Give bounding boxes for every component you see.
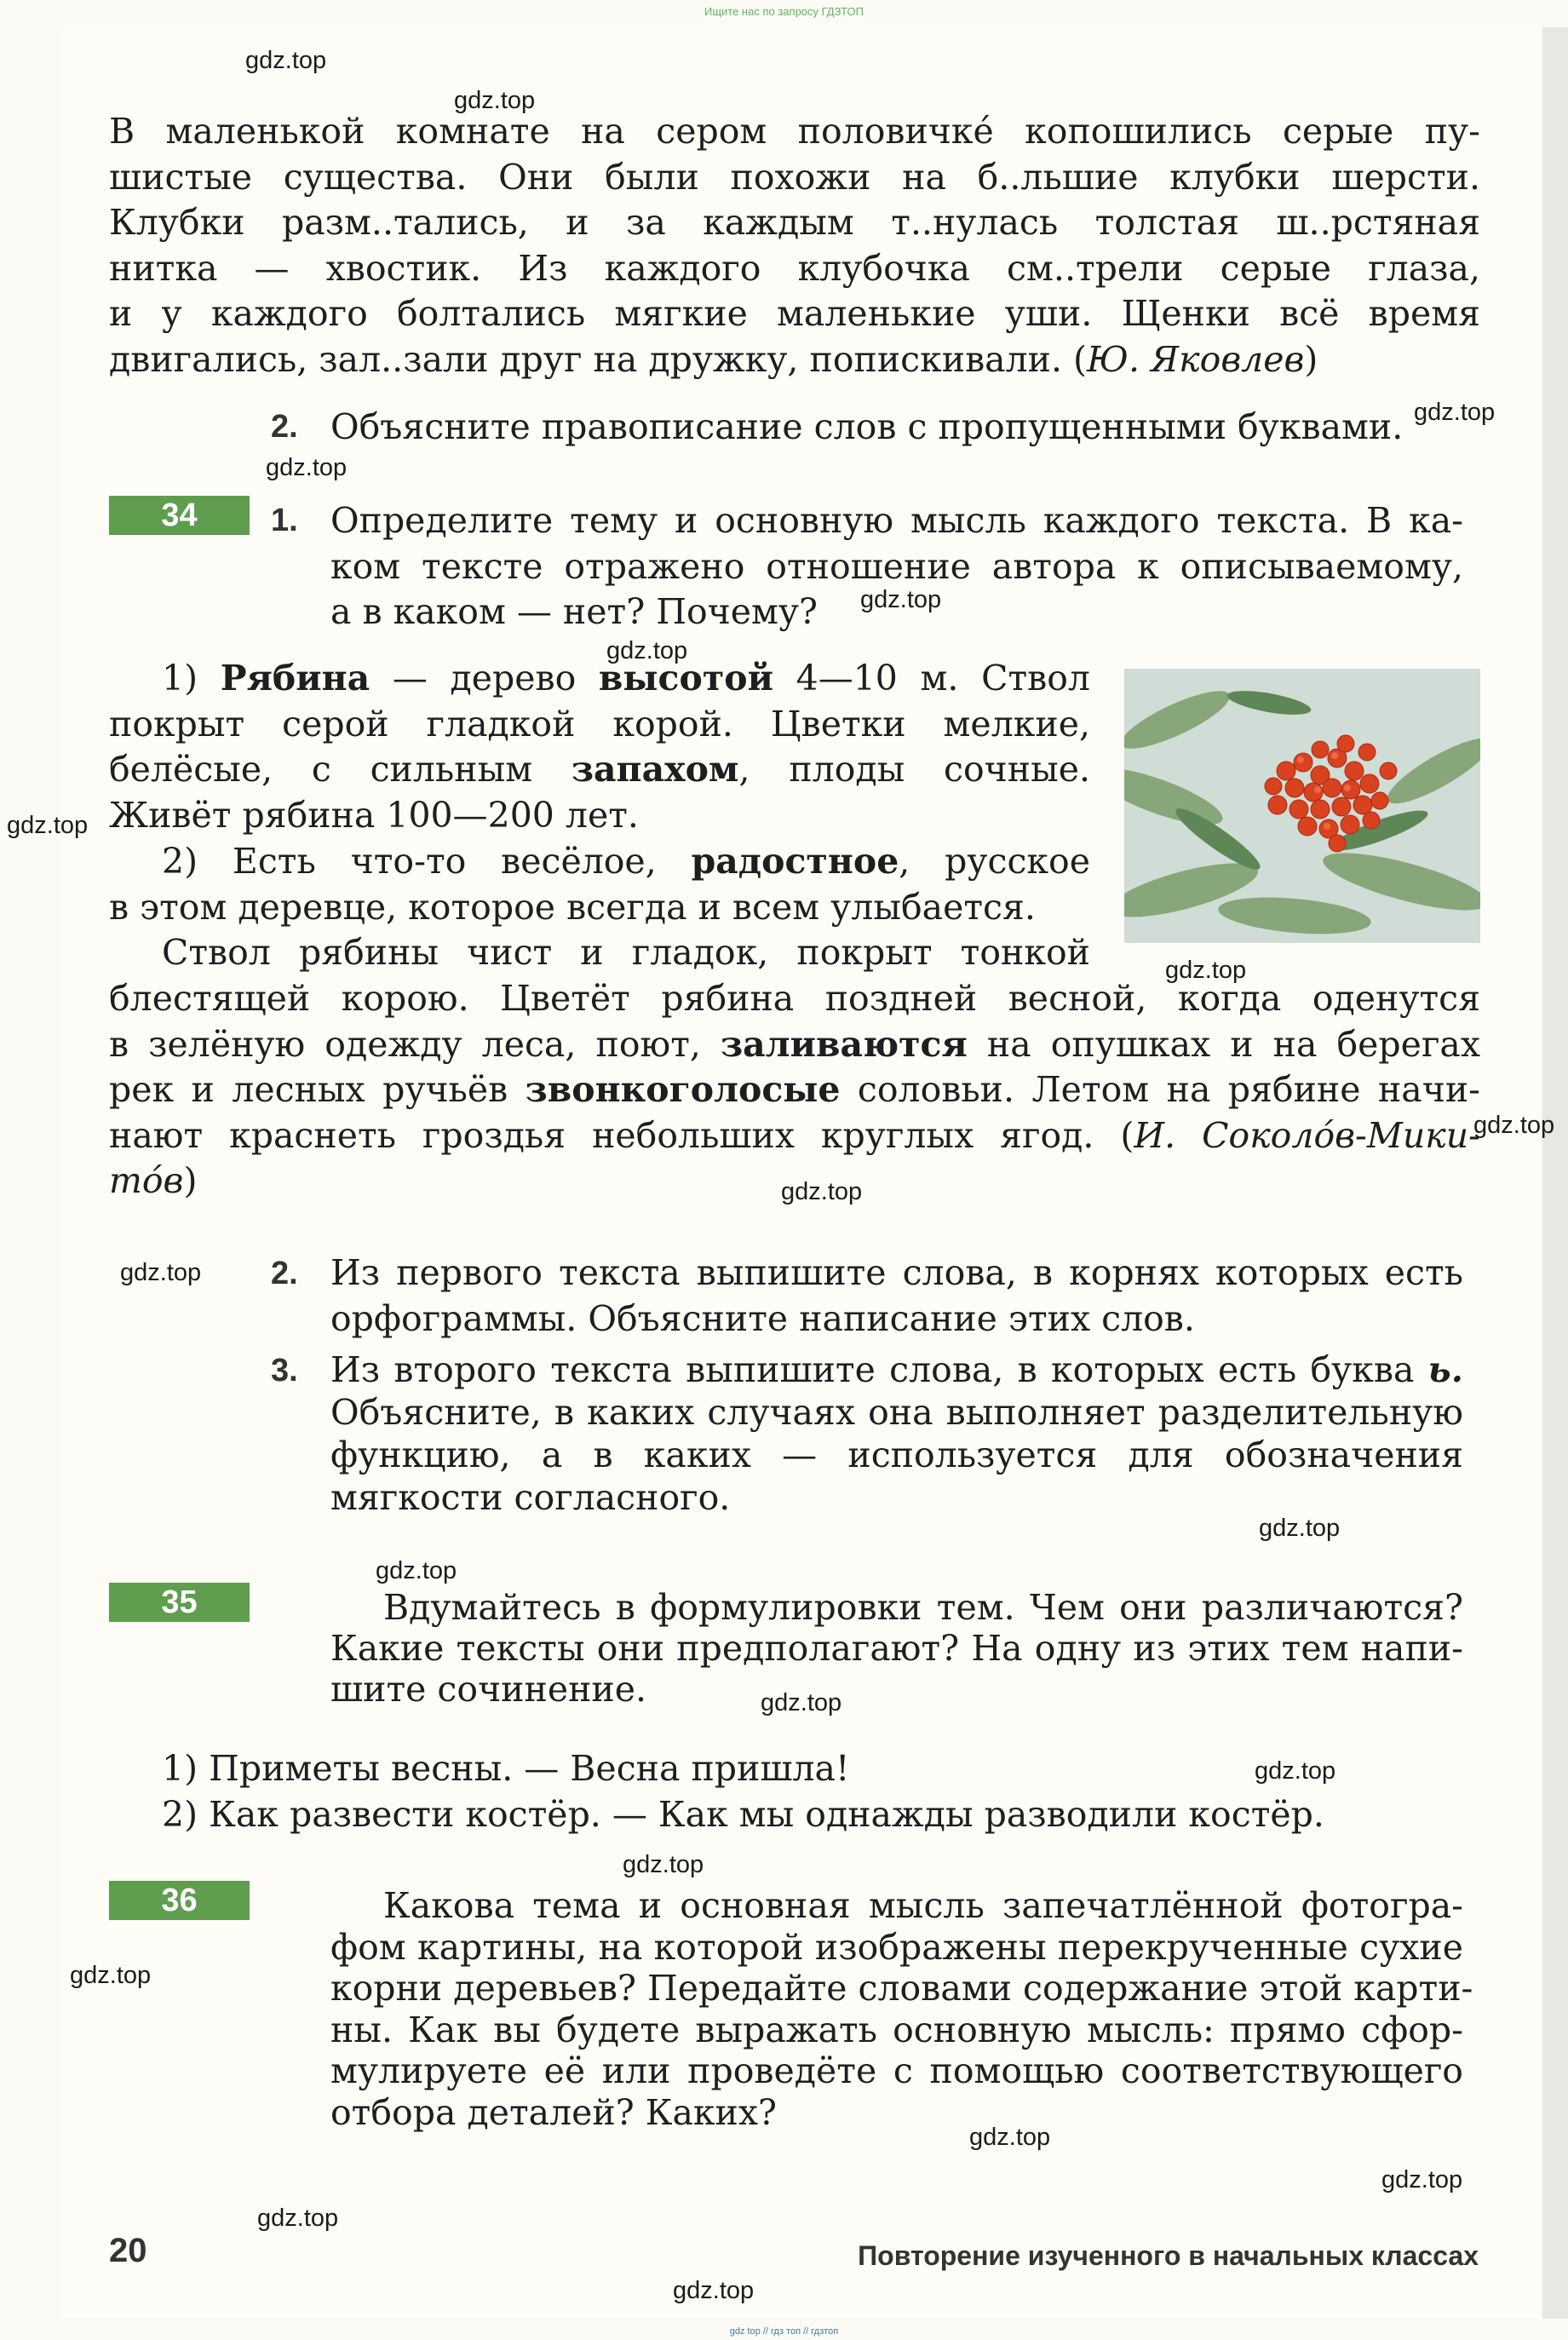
topic-item: 2) Как развести костёр. — Как мы однажды разводили костёр. — [162, 1793, 1324, 1835]
section-footer: Повторение изученного в начальных классах — [858, 2240, 1479, 2271]
text-line: двигались, зал..зали друг на дружку, попискивали. (Ю. Яковлев) — [109, 338, 1318, 380]
watermark: gdz.top — [673, 2277, 755, 2304]
page-edge — [1542, 27, 1568, 2319]
task-text: Объясните правописание слов с пропущенными буквами. — [330, 406, 1404, 447]
task-text: Определите тему и основную мысль каждого текста. В ка- ком тексте отражено отношение автора к описываемому, а в каком — нет? Почему? — [330, 500, 1463, 632]
text-2-continued: блестящей корою. Цветёт рябина поздней весной, когда оденутся в зелёную одежду леса, поют, заливаются на опушках и на берегах рек и лесных ручьёв звонкоголосые соловьи. Летом на рябине начи- нают краснеть гроздья небольших круглых ягод. (И. Соколо́в-Мики- то́в) — [109, 978, 1481, 1201]
highlighted-word: радостное — [691, 841, 899, 882]
watermark: gdz.top — [1473, 1112, 1555, 1139]
exercise-badge-35: 35 — [109, 1583, 250, 1622]
topic-item: 1) Приметы весны. — Весна пришла! — [162, 1748, 850, 1789]
highlighted-word: запахом — [571, 749, 739, 790]
watermark: gdz.top — [623, 1851, 704, 1878]
text-1: 1) Рябина — дерево высотой 4—10 м. Ствол покрыт серой гладкой корой. Цветки мелкие, белёсые, с сильным запахом, плоды сочные. Живёт рябина 100—200 лет. — [109, 658, 1090, 836]
text-line: В маленькой комнате на сером половичке́ копошились серые пу- — [109, 111, 1480, 152]
watermark: gdz.top — [120, 1259, 202, 1286]
watermark: gdz.top — [376, 1557, 457, 1584]
exercise-badge-36: 36 — [109, 1881, 250, 1920]
task-number: 2. — [271, 409, 298, 445]
watermark: gdz.top — [1414, 399, 1496, 426]
text-2: 2) Есть что-то весёлое, радостное, русское в этом деревце, которое всегда и всем улыбается. Ствол рябины чист и гладок, покрыт тонкой — [109, 841, 1091, 973]
text-line: нитка — хвостик. Из каждого клубочка см..трели серые глаза, — [109, 247, 1480, 289]
author-name: то́в — [109, 1160, 184, 1201]
author-name: И. Соколо́в-Мики- — [1134, 1114, 1481, 1156]
exercise-35-text: Вдумайтесь в формулировки тем. Чем они различаются? Какие тексты они предполагают? На одну из этих тем напи- шите сочинение. — [330, 1587, 1463, 1710]
task-text: Из второго текста выпишите слова, в которых есть буква ь. Объясните, в каких случаях она выполняет разделительную функцию, а в каких — используется для обозначения мягкости согласного. — [330, 1349, 1463, 1518]
text-line: Клубки разм..тались, и за каждым т..нулась толстая ш..рстяная — [109, 202, 1480, 243]
watermark: gdz.top — [761, 1689, 842, 1716]
watermark: gdz.top — [7, 812, 89, 839]
highlighted-word: высотой — [598, 658, 773, 699]
watermark: gdz.top — [860, 586, 942, 613]
page-number: 20 — [109, 2232, 147, 2269]
author-name: Ю. Яковлев — [1087, 338, 1305, 380]
highlighted-word: звонкоголосые — [525, 1069, 841, 1110]
bottom-note: gdz top // гдз топ // гдзтоп — [729, 2326, 839, 2337]
watermark: gdz.top — [454, 87, 536, 114]
watermark: gdz.top — [781, 1178, 863, 1205]
watermark: gdz.top — [1255, 1757, 1336, 1785]
exercise-36-text: Какова тема и основная мысль запечатлённой фотогра- фом картины, на которой изображены перекрученные сухие корни деревьев? Передайте словами содержание этой карти- ны. Как вы будете выражать основную мысль: прямо сфор- мулируете её или проведёте с помощью соответствующего отбора деталей? Каких? — [330, 1885, 1473, 2133]
text-line: шистые существа. Они были похожи на б..льшие клубки шерсти. — [109, 156, 1480, 198]
intro-text — [109, 109, 1480, 382]
text-line: и у каждого болтались мягкие маленькие уши. Щенки всё время — [109, 293, 1480, 334]
watermark: gdz.top — [1165, 957, 1247, 984]
letter-soft-sign: ь. — [1427, 1349, 1463, 1390]
rowan-berries-image — [1124, 669, 1480, 943]
top-note: Ищите нас по запросу ГДЗТОП — [704, 5, 864, 18]
task-number: 1. — [271, 503, 298, 538]
task-number: 2. — [271, 1256, 298, 1291]
watermark: gdz.top — [266, 454, 347, 481]
highlighted-word: заливаются — [720, 1023, 968, 1065]
watermark: gdz.top — [1381, 2166, 1463, 2193]
rowan-berries-photo — [1124, 669, 1480, 943]
watermark: gdz.top — [606, 637, 688, 664]
watermark: gdz.top — [245, 47, 327, 74]
task-number: 3. — [271, 1353, 298, 1388]
highlighted-word: Рябина — [220, 658, 370, 699]
task-text: Из первого текста выпишите слова, в корнях которых есть орфограммы. Объясните написание этих слов. — [330, 1252, 1463, 1339]
exercise-badge-34: 34 — [109, 496, 250, 535]
watermark: gdz.top — [257, 2205, 339, 2232]
watermark: gdz.top — [1259, 1515, 1341, 1542]
watermark: gdz.top — [70, 1962, 152, 1989]
watermark: gdz.top — [969, 2124, 1051, 2151]
